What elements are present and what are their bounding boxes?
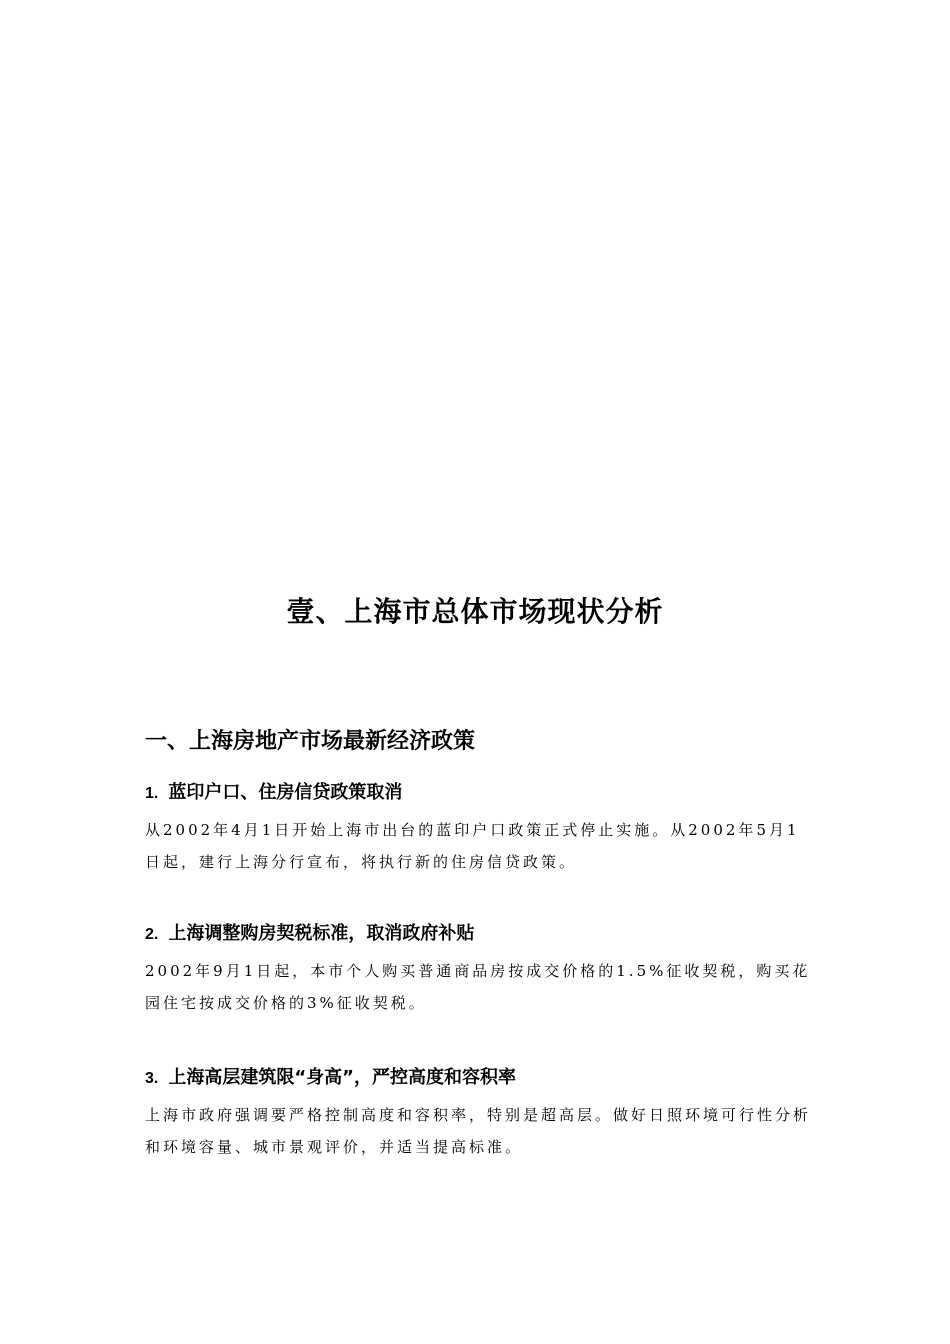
policy-item-number: 2.	[145, 926, 159, 943]
policy-item-heading-text: 上海高层建筑限“身高”，严控高度和容积率	[168, 1067, 517, 1088]
policy-item-body: 从2002年4月1日开始上海市出台的蓝印户口政策正式停止实施。从2002年5月1日起，建行上海分行宣布，将执行新的住房信贷政策。	[145, 821, 800, 871]
policy-item-number: 3.	[145, 1070, 159, 1087]
main-title: 壹、上海市总体市场现状分析	[286, 595, 664, 628]
policy-item-heading	[145, 1063, 815, 1089]
policy-item-heading	[145, 919, 815, 945]
policy-item-heading	[145, 778, 815, 804]
policy-item-number: 1.	[145, 785, 159, 802]
policy-item-body: 2002年9月1日起，本市个人购买普通商品房按成交价格的1.5%征收契税，购买花园住宅按成交价格的3%征收契税。	[145, 962, 811, 1012]
policy-item-heading-text: 上海调整购房契税标准，取消政府补贴	[168, 923, 475, 944]
policy-item	[145, 778, 815, 878]
policy-item-heading-text: 蓝印户口、住房信贷政策取消	[168, 782, 403, 803]
policy-item-body: 上海市政府强调要严格控制高度和容积率，特别是超高层。做好日照环境可行性分析和环境容量、城市景观评价，并适当提高标准。	[145, 1106, 812, 1156]
policy-item	[145, 1063, 815, 1163]
section-title: 一、上海房地产市场最新经济政策	[145, 729, 476, 754]
policy-item	[145, 919, 815, 1019]
